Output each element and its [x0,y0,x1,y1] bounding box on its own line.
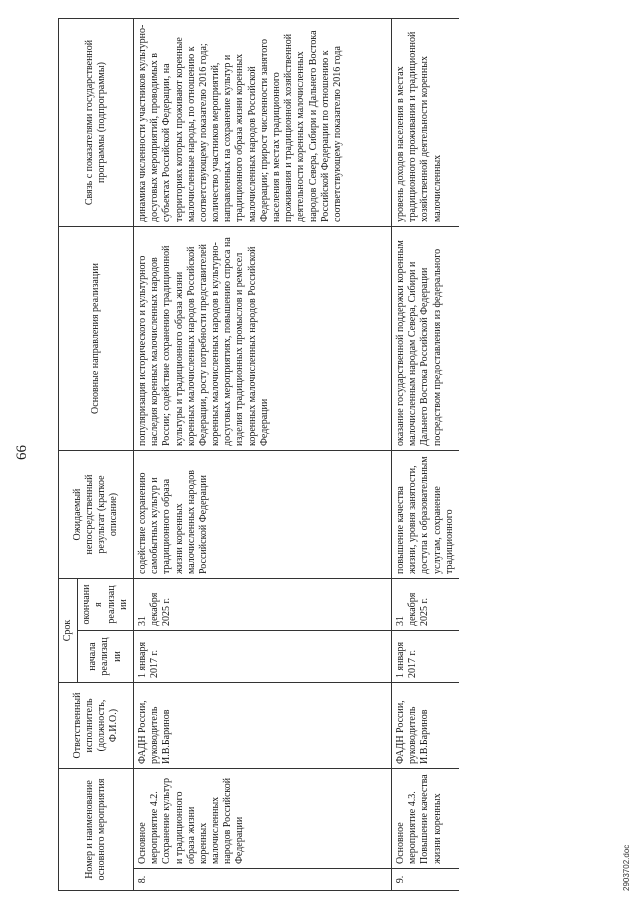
row-start-date: 1 января 2017 г. [133,631,391,683]
file-reference: 2903702.doc [622,844,631,891]
header-expected-result: Ожидаемый непосредственный результат (краткое описание) [59,451,134,579]
table-row [391,19,458,891]
row-executor: ФАДН России, руководитель И.В.Баринов [391,683,458,769]
row-activity-name: Основное мероприятие 4.2. Сохранение культур и традиционного образа жизни коренных малочисленных народов Российской Федерации [133,769,391,869]
program-table [58,18,459,891]
row-executor: ФАДН России, руководитель И.В.Баринов [133,683,391,769]
header-link: Связь с показателями государственной программы (подпрограммы) [59,19,134,227]
row-directions: популяризация исторического и культурного наследия коренных малочисленных народов России; содействие сохранению традиционной культуры и традиционного образа жизни коренных малочисленных народов Российской Федерации, росту потребности представителей коренных малочисленных народов в культурно-досуговых мероприятиях, повышению спроса на изделия традиционных промыслов и ремесел коренных малочисленных народов Российской Федерации [133,227,391,451]
header-executor: Ответственный исполнитель (должность, Ф.И.О.) [59,683,134,769]
row-expected-result: содействие сохранению самобытных культур и традиционного образа жизни коренных малочисленных народов Российской Федерации [133,451,391,579]
row-end-date: 31 декабря 2025 г. [133,579,391,631]
row-start-date: 1 января 2017 г. [391,631,458,683]
table-row [133,19,391,891]
row-number: 9. [391,869,458,891]
row-directions: оказание государственной поддержки коренным малочисленным народам Севера, Сибири и Дальнего Востока Российской Федерации посредством предоставления из федерального [391,227,458,451]
header-term-end: окончания реализации [78,579,134,631]
row-end-date: 31 декабря 2025 г. [391,579,458,631]
header-term-start: начала реализации [78,631,134,683]
row-expected-result: повышение качества жизни, уровня занятости, доступа к образовательным услугам, сохранение традиционного [391,451,458,579]
row-indicator-link: динамика численности участников культурно-досуговых мероприятий, проводимых в субъектах Российской Федерации, на территориях которых проживают коренные малочисленные народы, по отношению к соответствующему показателю 2016 года; количество участников мероприятий, направленных на сохранение культур и традиционного образа жизни коренных малочисленных народов Российской Федерации; прирост численности занятого населения в местах традиционного проживания и традиционной хозяйственной деятельности коренных малочисленных народов Севера, Сибири и Дальнего Востока Российской Федерации по отношению к соответствующему показателю 2016 года [133,19,391,227]
table-header-row [59,19,78,891]
header-term: Срок [59,579,78,683]
row-activity-name: Основное мероприятие 4.3. Повышение качества жизни коренных [391,769,458,869]
row-indicator-link: уровень доходов населения в местах традиционного проживания и традиционной хозяйственной деятельности коренных малочисленных [391,19,458,227]
header-directions: Основные направления реализации [59,227,134,451]
header-number-name: Номер и наименование основного мероприятия [59,769,134,891]
page-number: 66 [14,445,30,460]
row-number: 8. [133,869,391,891]
